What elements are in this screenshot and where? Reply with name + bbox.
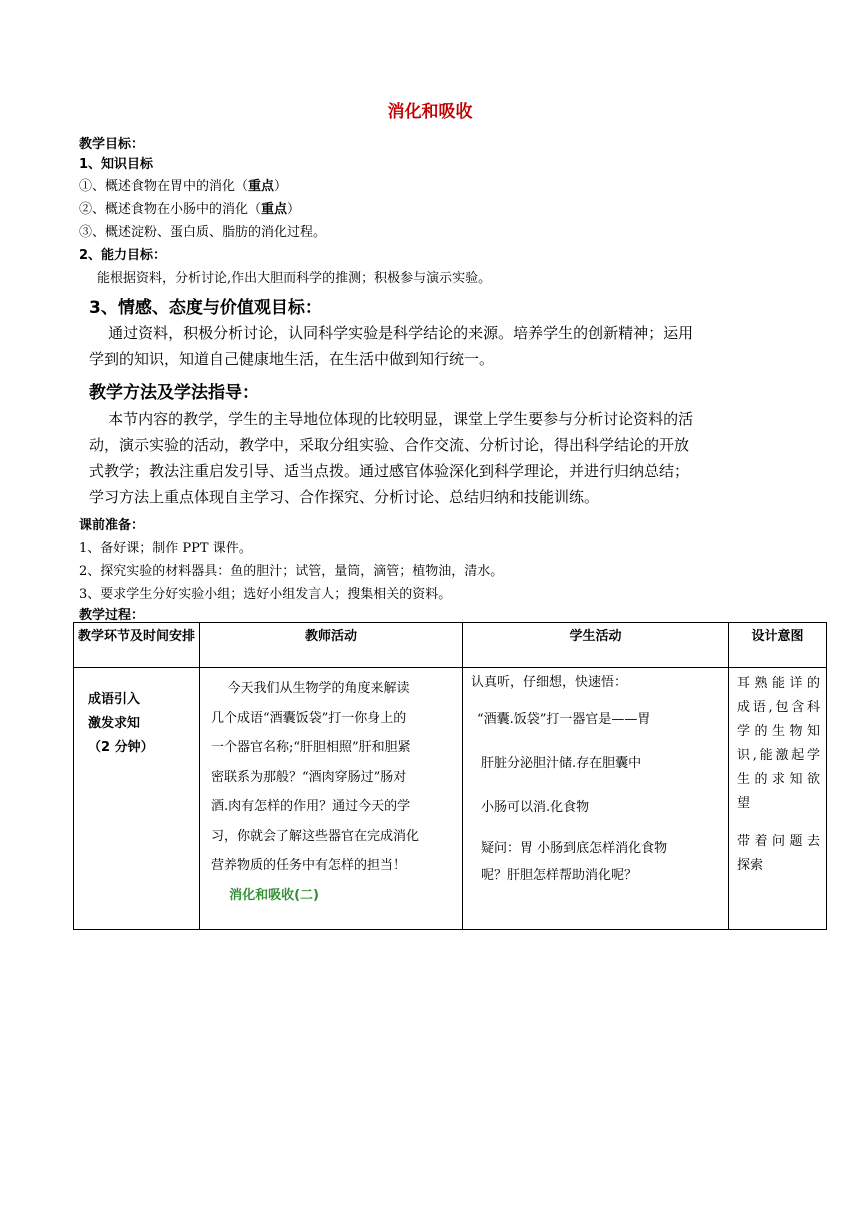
student-line: 认真听，仔细想，快速悟：: [471, 675, 628, 690]
student-activity-cell: [463, 668, 729, 930]
teacher-line: 几个成语“酒囊饭袋”打一你身上的: [211, 710, 407, 726]
emotion-text: 通过资料，积极分析讨论，认同科学实验是科学结论的来源。培养学生的创新精神；运用 学到的知识，知道自己健康地生活，在生活中做到知行统一。: [89, 324, 694, 368]
stage-line: 成语引入: [88, 692, 141, 707]
lesson-title-link[interactable]: 消化和吸收(二): [229, 887, 319, 903]
column-header-student: 学生活动: [463, 623, 729, 668]
intent-line: 生的求知欲: [737, 772, 820, 787]
intent-line: 耳熟能详的: [737, 676, 820, 691]
student-line: 小肠可以消.化食物: [481, 800, 590, 815]
student-line: “酒囊.饭袋”打一器官是——胃: [477, 712, 651, 727]
preparation-item-1: 1、备好课；制作 PPT 课件。: [79, 541, 252, 556]
methods-text: 本节内容的教学，学生的主导地位体现的比较明显，课堂上学生要参与分析讨论资料的活 动，演示实验的活动，教学中，采取分组实验、合作交流、分析讨论，得出科学结论的开放 式教学；教法注重启发引导、适当点拨。通过感官体验深化到科学理论，并进行归纳总结； 学习方法上重点体现自主学习、合作探究、分析讨论、总结归纳和技能训练。: [89, 410, 694, 506]
student-line: 肝脏分泌胆汁储.存在胆囊中: [481, 756, 642, 771]
teacher-line: 营养物质的任务中有怎样的担当！: [211, 858, 407, 873]
teacher-line: 密联系为那般？“酒肉穿肠过”肠对: [211, 769, 407, 785]
objective-item-2: ②、概述食物在小肠中的消化（重点）: [79, 202, 301, 217]
preparation-item-2: 2、探究实验的材料器具：鱼的胆汁；试管，量筒，滴管；植物油，清水。: [79, 564, 504, 579]
intent-line: 学的生物知: [737, 724, 820, 739]
objectives-heading: 教学目标：: [79, 137, 145, 152]
emotion-heading: 3、情感、态度与价值观目标：: [89, 298, 322, 318]
teacher-line: 今天我们从生物学的角度来解读: [227, 681, 410, 696]
intent-line: 成语,包含科: [737, 700, 820, 715]
column-header-intent: 设计意图: [729, 623, 827, 668]
preparation-item-3: 3、要求学生分好实验小组；选好小组发言人；搜集相关的资料。: [79, 587, 452, 602]
stage-line: （2 分钟）: [88, 740, 154, 755]
ability-heading: 2、能力目标：: [79, 248, 167, 263]
preparation-heading: 课前准备：: [79, 518, 145, 533]
column-header-teacher: 教师活动: [200, 623, 463, 668]
student-line: 呢？肝胆怎样帮助消化呢？: [481, 868, 638, 883]
teacher-line: 一个器官名称;“肝胆相照”肝和胆紧: [211, 740, 411, 755]
intent-line: 识,能激起学: [737, 748, 820, 763]
stage-cell: [74, 668, 200, 930]
teacher-activity-cell: [200, 668, 463, 930]
table-header-row: [74, 623, 827, 668]
objective-item-3: ③、概述淀粉、蛋白质、脂肪的消化过程。: [79, 225, 327, 240]
process-heading: 教学过程：: [79, 608, 145, 623]
intent-line: 带着问题去: [737, 834, 820, 849]
methods-heading: 教学方法及学法指导：: [89, 383, 259, 403]
knowledge-heading: 1、知识目标: [79, 157, 154, 172]
table-row: [74, 668, 827, 930]
teacher-line: 习，你就会了解这些器官在完成消化: [211, 828, 420, 844]
student-line: 疑问：胃 小肠到底怎样消化食物: [481, 841, 668, 856]
objective-item-1: ①、概述食物在胃中的消化（重点）: [79, 179, 288, 194]
process-table: [73, 622, 827, 930]
design-intent-cell: [729, 668, 827, 930]
document-title: 消化和吸收: [387, 102, 473, 122]
ability-text: 能根据资料，分析讨论,作出大胆而科学的推测；积极参与演示实验。: [97, 271, 492, 286]
intent-line: 探索: [737, 858, 764, 873]
intent-line: 望: [737, 796, 751, 811]
stage-line: 激发求知: [88, 716, 141, 731]
column-header-stage: 教学环节及时间安排: [74, 623, 200, 668]
teacher-line: 酒.肉有怎样的作用？通过今天的学: [211, 799, 411, 814]
